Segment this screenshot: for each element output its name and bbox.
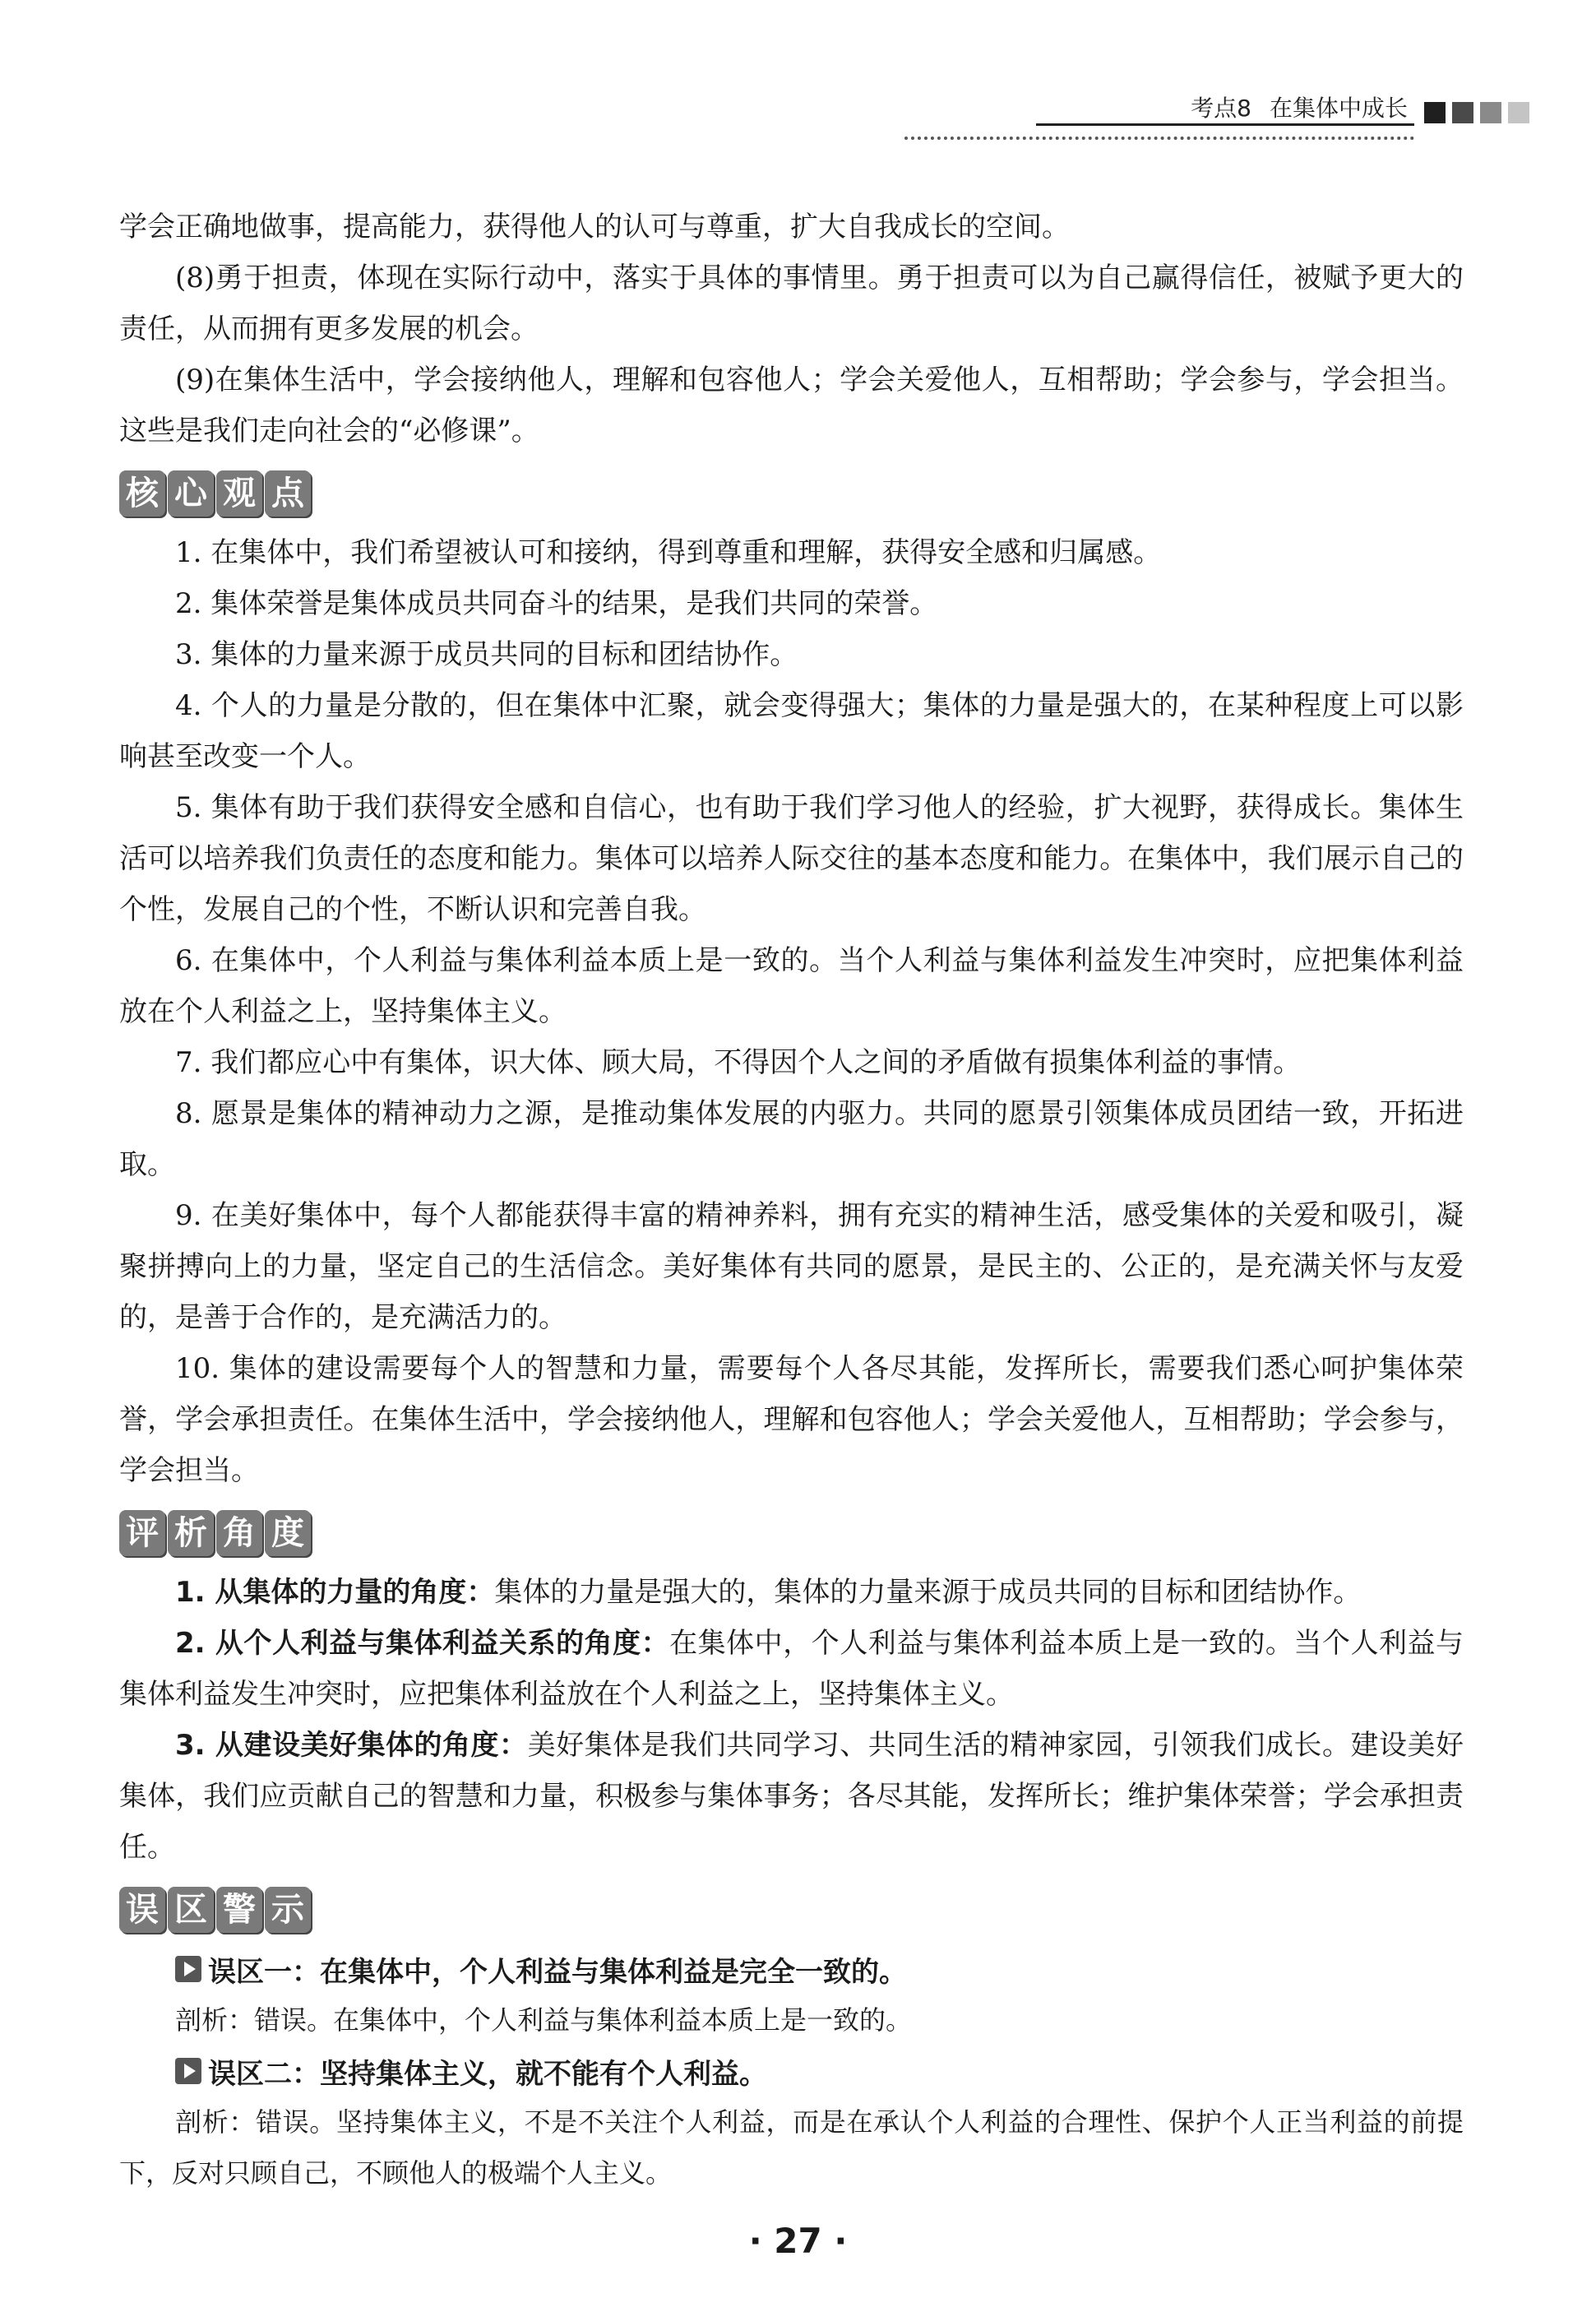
title-char: 观 <box>216 470 262 517</box>
angle-lead: 3. 从建设美好集体的角度： <box>175 1729 528 1762</box>
intro-paragraph: 学会正确地做事，提高能力，获得他人的认可与尊重，扩大自我成长的空间。 <box>119 211 1070 243</box>
misconception-heading <box>175 1944 1464 1995</box>
title-char: 核 <box>119 470 165 517</box>
intro-paragraph: (8)勇于担责，体现在实际行动中，落实于具体的事情里。勇于担责可以为自己赢得信任，被赋予更大的责任，从而拥有更多发展的机会。 <box>119 262 1464 345</box>
angle-item <box>119 1720 1464 1873</box>
core-view-item: 2. 集体荣誉是集体成员共同奋斗的结果，是我们共同的荣誉。 <box>175 587 938 620</box>
title-char: 示 <box>265 1887 311 1933</box>
misconception-analysis: 剖析：错误。坚持集体主义，不是不关注个人利益，而是在承认个人利益的合理性、保护个人正当利益的前提下，反对只顾自己，不顾他人的极端个人主义。 <box>119 2106 1464 2189</box>
misconception-analysis: 剖析：错误。在集体中，个人利益与集体利益本质上是一致的。 <box>175 2004 913 2036</box>
angle-text: 在集体中，个人利益与集体利益本质上是一致的。当个人利益与集体利益发生冲突时，应把集体利益放在个人利益之上，坚持集体主义。 <box>119 1627 1464 1711</box>
angle-item <box>119 1618 1464 1720</box>
page-content <box>119 202 1464 2198</box>
core-view-item: 3. 集体的力量来源于成员共同的目标和团结协作。 <box>175 638 798 671</box>
core-view-item: 7. 我们都应心中有集体，识大体、顾大局，不得因个人之间的矛盾做有损集体利益的事情。 <box>175 1046 1302 1079</box>
title-char: 区 <box>168 1887 214 1933</box>
play-triangle-icon <box>175 2058 201 2084</box>
misconception-heading <box>175 2045 1464 2096</box>
core-view-item: 9. 在美好集体中，每个人都能获得丰富的精神养料，拥有充实的精神生活，感受集体的关爱和吸引，凝聚拼搏向上的力量，坚定自己的生活信念。美好集体有共同的愿景，是民主的、公正的，是充满关怀与友爱的，是善于合作的，是充满活力的。 <box>119 1199 1464 1334</box>
title-char: 误 <box>119 1887 165 1933</box>
header-square <box>1508 102 1529 123</box>
misconception-claim: 误区一：在集体中，个人利益与集体利益是完全一致的。 <box>208 1955 907 1989</box>
header-text <box>1191 90 1408 123</box>
header-square <box>1424 102 1446 123</box>
angle-text: 美好集体是我们共同学习、共同生活的精神家园，引领我们成长。建设美好集体，我们应贡献自己的智慧和力量，积极参与集体事务；各尽其能，发挥所长；维护集体荣誉；学会承担责任。 <box>119 1729 1464 1864</box>
core-view-item: 4. 个人的力量是分散的，但在集体中汇聚，就会变得强大；集体的力量是强大的，在某种程度上可以影响甚至改变一个人。 <box>119 689 1464 773</box>
title-char: 警 <box>216 1887 262 1933</box>
header-dotted-rule <box>904 137 1414 140</box>
core-view-item: 5. 集体有助于我们获得安全感和自信心，也有助于我们学习他人的经验，扩大视野，获得成长。集体生活可以培养我们负责任的态度和能力。集体可以培养人际交往的基本态度和能力。在集体中，我们展示自己的个性，发展自己的个性，不断认识和完善自我。 <box>119 791 1464 926</box>
title-char: 点 <box>265 470 311 517</box>
header-square <box>1480 102 1501 123</box>
title-char: 析 <box>168 1510 214 1556</box>
core-view-item: 10. 集体的建设需要每个人的智慧和力量，需要每个人各尽其能，发挥所长，需要我们悉心呵护集体荣誉，学会承担责任。在集体生活中，学会接纳他人，理解和包容他人；学会关爱他人，互相帮助；学会参与，学会担当。 <box>119 1352 1464 1487</box>
title-char: 度 <box>265 1510 311 1556</box>
header-rule <box>1036 123 1414 126</box>
header-title: 在集体中成长 <box>1269 95 1408 122</box>
angle-text: 集体的力量是强大的，集体的力量来源于成员共同的目标和团结协作。 <box>494 1576 1362 1609</box>
core-view-item: 1. 在集体中，我们希望被认可和接纳，得到尊重和理解，获得安全感和归属感。 <box>175 536 1162 569</box>
section-title-analysis-angles <box>119 1506 1464 1560</box>
angle-item <box>119 1567 1464 1618</box>
play-triangle-icon <box>175 1956 201 1982</box>
running-header <box>904 89 1529 146</box>
title-char: 角 <box>216 1510 262 1556</box>
angle-lead: 2. 从个人利益与集体利益关系的角度： <box>175 1627 670 1660</box>
core-view-item: 6. 在集体中，个人利益与集体利益本质上是一致的。当个人利益与集体利益发生冲突时，应把集体利益放在个人利益之上，坚持集体主义。 <box>119 944 1464 1028</box>
misconception-claim: 误区二：坚持集体主义，就不能有个人利益。 <box>208 2057 767 2091</box>
section-title-misconceptions <box>119 1883 1464 1937</box>
angle-lead: 1. 从集体的力量的角度： <box>175 1576 495 1609</box>
section-title-core-views <box>119 466 1464 521</box>
title-char: 评 <box>119 1510 165 1556</box>
title-char: 心 <box>168 470 214 517</box>
intro-paragraph: (9)在集体生活中，学会接纳他人，理解和包容他人；学会关爱他人，互相帮助；学会参与，学会担当。这些是我们走向社会的“必修课”。 <box>119 364 1464 447</box>
header-chapter: 考点8 <box>1191 95 1251 122</box>
core-view-item: 8. 愿景是集体的精神动力之源，是推动集体发展的内驱力。共同的愿景引领集体成员团结一致，开拓进取。 <box>119 1097 1464 1181</box>
header-square-decoration <box>1424 102 1529 123</box>
page-number: · 27 · <box>748 2221 848 2261</box>
header-square <box>1452 102 1473 123</box>
